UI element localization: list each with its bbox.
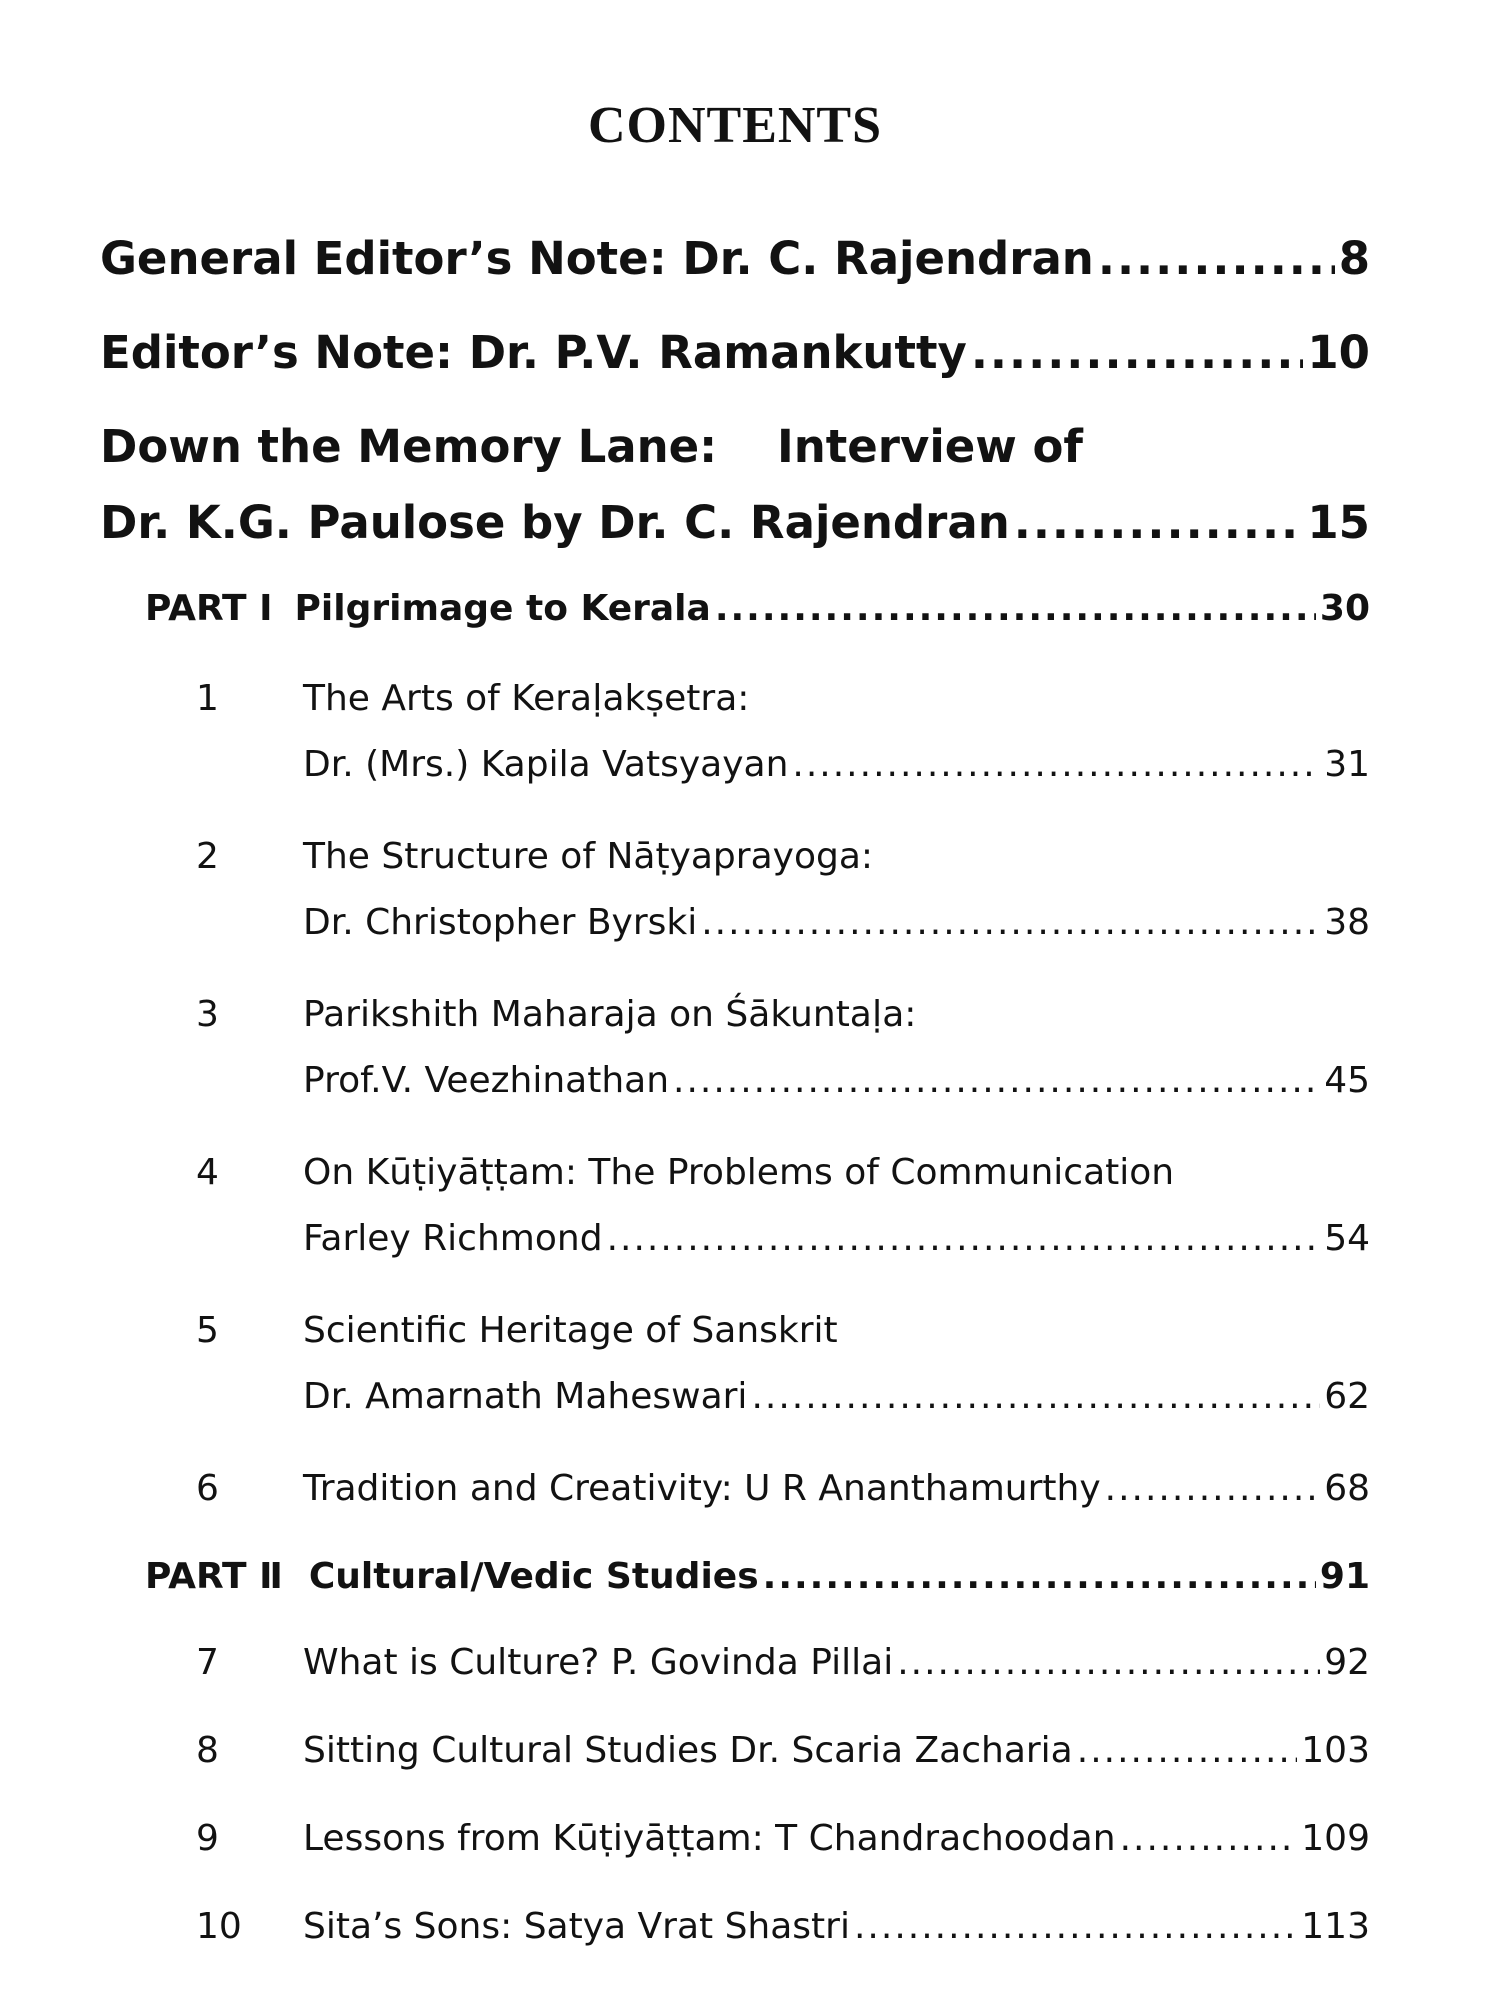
entry-title: Editor’s Note: Dr. P.V. Ramankutty (100, 326, 967, 379)
toc-entry-1[interactable] (303, 744, 1370, 785)
entry-number: 1 (196, 678, 219, 719)
page-number: 68 (1324, 1468, 1370, 1509)
dot-leader (897, 1642, 1320, 1683)
entry-title: General Editor’s Note: Dr. C. Rajendran (100, 232, 1094, 285)
entry-title: Lessons from Kūṭiyāṭṭam: T Chandrachoodan (303, 1818, 1116, 1859)
dot-leader (854, 1906, 1297, 1947)
entry-title: On Kūṭiyāṭṭam: The Problems of Communication (303, 1152, 1175, 1193)
toc-entry-4[interactable] (303, 1218, 1370, 1259)
dot-leader (1105, 1468, 1321, 1509)
page-number: 31 (1324, 744, 1370, 785)
entry-author: Dr. Christopher Byrski (303, 902, 698, 943)
dot-leader (763, 1556, 1316, 1597)
page-number: 91 (1319, 1556, 1370, 1597)
part-label: PART Ⅱ (145, 1556, 283, 1597)
entry-number: 3 (196, 994, 219, 1035)
page-title: CONTENTS (587, 97, 883, 154)
entry-author: Dr. Amarnath Maheswari (303, 1376, 748, 1417)
entry-title: Dr. K.G. Paulose by Dr. C. Rajendran (100, 496, 1010, 549)
toc-entry-2[interactable] (303, 902, 1370, 943)
entry-title: Sitting Cultural Studies Dr. Scaria Zacharia (303, 1730, 1073, 1771)
entry-number: 4 (196, 1152, 219, 1193)
entry-author: Farley Richmond (303, 1218, 603, 1259)
page-number: 113 (1301, 1906, 1370, 1947)
entry-title-line1b (777, 420, 1083, 473)
entry-title-line1 (100, 420, 717, 473)
page-number: 15 (1307, 496, 1370, 549)
entry-number: 2 (196, 836, 219, 877)
dot-leader (792, 744, 1320, 785)
page-number: 30 (1319, 588, 1370, 629)
page-number: 8 (1338, 232, 1370, 285)
page-number: 54 (1324, 1218, 1370, 1259)
entry-title: Scientific Heritage of Sanskrit (303, 1310, 838, 1351)
entry-title: Sita’s Sons: Satya Vrat Shastri (303, 1906, 850, 1947)
toc-part-1[interactable] (145, 588, 1370, 629)
page-number: 10 (1307, 326, 1370, 379)
toc-entry-7[interactable] (303, 1642, 1370, 1683)
dot-leader (1098, 232, 1335, 285)
entry-title: The Arts of Keraḷakṣetra: (303, 678, 750, 719)
entry-number: 5 (196, 1310, 219, 1351)
toc-entry-10[interactable] (303, 1906, 1370, 1947)
part-title: Pilgrimage to Kerala (294, 588, 711, 629)
entry-number: 7 (196, 1642, 219, 1683)
page-number: 38 (1324, 902, 1370, 943)
entry-title: Parikshith Maharaja on Śākuntaḷa: (303, 994, 917, 1035)
entry-title: The Structure of Nāṭyaprayoga: (303, 836, 874, 877)
page-number: 103 (1301, 1730, 1370, 1771)
dot-leader (1014, 496, 1304, 549)
page-number: 109 (1301, 1818, 1370, 1859)
page-number: 45 (1324, 1060, 1370, 1101)
dot-leader (1120, 1818, 1298, 1859)
toc-entry-9[interactable] (303, 1818, 1370, 1859)
toc-entry-5[interactable] (303, 1376, 1370, 1417)
entry-title-part-a: Down the Memory Lane: (100, 420, 718, 473)
entry-author: Dr. (Mrs.) Kapila Vatsyayan (303, 744, 789, 785)
toc-entry-editors-note[interactable] (100, 326, 1370, 379)
dot-leader (607, 1218, 1321, 1259)
toc-entry-3[interactable] (303, 1060, 1370, 1101)
entry-title: Tradition and Creativity: U R Ananthamurthy (303, 1468, 1101, 1509)
entry-author: Prof.V. Veezhinathan (303, 1060, 670, 1101)
entry-number: 6 (196, 1468, 219, 1509)
dot-leader (715, 588, 1316, 629)
toc-part-2[interactable] (145, 1556, 1370, 1597)
entry-number: 8 (196, 1730, 219, 1771)
toc-entry-6[interactable] (303, 1468, 1370, 1509)
dot-leader (701, 902, 1320, 943)
dot-leader (1077, 1730, 1298, 1771)
toc-entry-general-editors-note[interactable] (100, 232, 1370, 285)
entry-title-part-b: Interview of (777, 420, 1084, 473)
toc-entry-8[interactable] (303, 1730, 1370, 1771)
page-number: 62 (1324, 1376, 1370, 1417)
dot-leader (971, 326, 1304, 379)
toc-entry-memory-lane[interactable] (100, 496, 1370, 549)
part-title: Cultural/Vedic Studies (308, 1556, 759, 1597)
entry-number: 10 (196, 1906, 242, 1947)
page-number: 92 (1324, 1642, 1370, 1683)
entry-title: What is Culture? P. Govinda Pillai (303, 1642, 894, 1683)
entry-number: 9 (196, 1818, 219, 1859)
part-label: PART I (145, 588, 273, 629)
dot-leader (673, 1060, 1320, 1101)
dot-leader (751, 1376, 1320, 1417)
